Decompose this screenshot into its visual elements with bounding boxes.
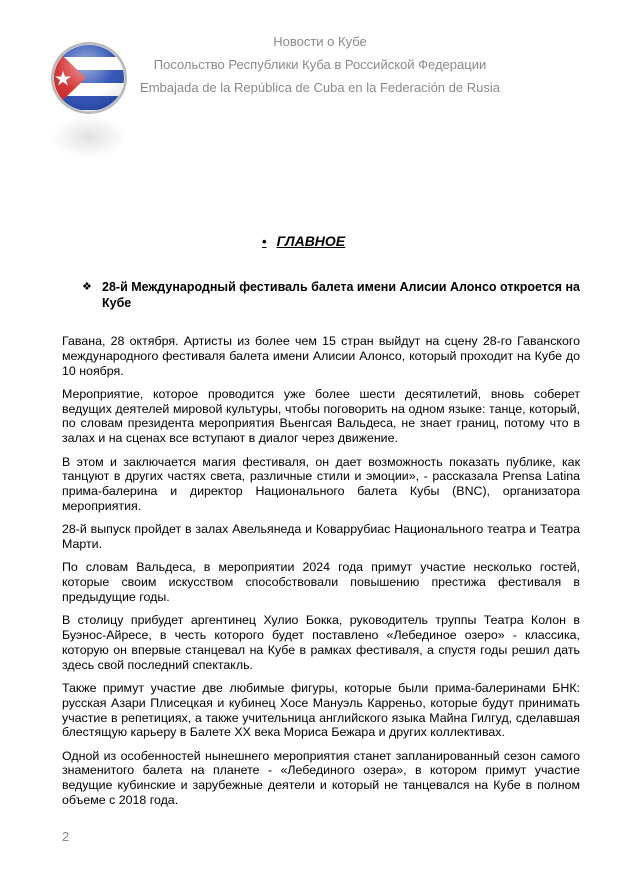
cuban-flag-emblem-icon bbox=[50, 40, 128, 116]
article-paragraph: Также примут участие две любимые фигуры, которые были прима-балеринами БНК: русская Азари Плисецкая и кубинец Хосе Мануэль Карреньо, которые будут принимать участие в репетициях, а также учительница английского языка Майна Гилгуд, сделавшая блестящую карьеру в Балете XX века Мориса Бежара и других коллективах. bbox=[62, 680, 580, 740]
header-newsletter-title: Новости о Кубе bbox=[273, 34, 367, 49]
article-paragraph: В столицу прибудет аргентинец Хулио Бокка, руководитель труппы Театра Колон в Буэнос-Айресе, в честь которого будет поставлено «Лебединое озеро» - классика, которую он впервые станцевал на Кубе в рамках фестиваля, а спустя годы решил дать здесь свой последний спектакль. bbox=[62, 613, 580, 672]
section-title-text: ГЛАВНОЕ bbox=[276, 233, 346, 249]
article-body bbox=[62, 334, 580, 816]
logo-reflection bbox=[52, 116, 126, 158]
article-paragraph: Гавана, 28 октября. Артисты из более чем 15 стран выйдут на сцену 28-го Гаванского международного фестиваля балета имени Алисии Алонсо, который проходит на Кубе до 10 ноября. bbox=[62, 334, 580, 378]
article-headline-text: 28-й Международный фестиваль балета имени Алисии Алонсо откроется на Кубе bbox=[102, 280, 580, 310]
diamond-bullet-icon: ❖ bbox=[82, 281, 92, 293]
header-embassy-russian: Посольство Республики Куба в Российской Федерации bbox=[153, 57, 487, 72]
page-number: 2 bbox=[62, 829, 70, 844]
bullet-icon: • bbox=[262, 233, 267, 249]
article-paragraph: Мероприятие, которое проводится уже более шести десятилетий, вновь соберет ведущих деятелей мировой культуры, чтобы поговорить на одном языке: танце, который, по словам президента мероприятия Вьенгсая Вальдеса, не знает границ, потому что в залах и на сценах все вступают в диалог через движение. bbox=[62, 386, 580, 446]
article-paragraph: Одной из особенностей нынешнего мероприятия станет запланированный сезон самого знаменитого балета на планете - «Лебединого озера», в котором примут участие ведущие кубинские и зарубежные деятели и который не танцевался на Кубе в полном объеме с 2018 года. bbox=[62, 748, 580, 808]
section-title bbox=[262, 233, 345, 249]
article-headline bbox=[82, 279, 582, 311]
article-paragraph: По словам Вальдеса, в мероприятии 2024 года примут участие несколько гостей, которые своим искусством способствовали повышению престижа фестиваля в предыдущие годы. bbox=[62, 560, 580, 604]
article-paragraph: 28-й выпуск пройдет в залах Авельянеда и Коваррубиас Национального театра и Театра Марти. bbox=[62, 522, 580, 552]
header-embassy-spanish: Embajada de la República de Cuba en la Federación de Rusia bbox=[140, 80, 500, 95]
article-paragraph: В этом и заключается магия фестиваля, он дает возможность показать публике, как танцуют в других частях света, различные стили и эмоции», - рассказала Prensa Latina прима-балерина и директор Национального балета Кубы (BNC), организатора мероприятия. bbox=[62, 454, 580, 513]
